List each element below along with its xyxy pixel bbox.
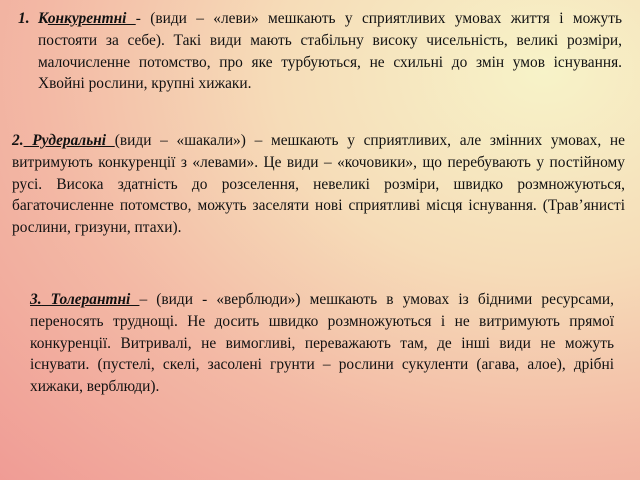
item-number: 2.: [12, 132, 24, 149]
item-competitive: [18, 8, 622, 95]
item-description: (види – «шакали») – мешкають у сприятливих, але змінних умовах, не витримують конкуренції з «левами». Це види – «кочовики», що перебувають у постійному русі. Висока здатність до розселення, невеликі розміри, швидко розмножуються, багаточисленне потомство, можуть заселяти нові сприятливі місця існування. (Трав’янисті рослини, гризуни, птахи).: [12, 132, 625, 237]
item-description: (види – «леви» мешкають у сприятливих умовах життя і можуть постояти за себе). Такі види мають стабільну високу чисельність, великі розміри, малочисленне потомство, про яке турбуються, не схильні до змін умов існування. Хвойні рослини, крупні хижаки.: [38, 10, 622, 93]
item-number: 3.: [30, 291, 42, 308]
item-content: [38, 8, 622, 95]
item-competitive-row: [18, 8, 622, 95]
item-tolerant: [30, 289, 614, 398]
term-competitive: онкурентні: [47, 10, 136, 27]
term-dash: -: [135, 10, 141, 27]
item-ruderal: [12, 130, 625, 239]
term-tolerant: Толерантні: [41, 291, 140, 308]
item-description: – (види - «верблюди») мешкають в умовах із бідними ресурсами, переносять труднощі. Не досить швидко розмножуються і не витримують прямої конкуренції. Витривалі, не вимогливі, переважають там, де інші види не можуть існувати. (пустелі, скелі, засолені грунти – рослини сукуленти (агава, алое), дрібні хижаки, верблюди).: [30, 291, 614, 396]
term-first-letter: К: [38, 10, 48, 27]
item-number: 1.: [18, 10, 30, 27]
term-ruderal: Рудеральні: [23, 132, 115, 149]
